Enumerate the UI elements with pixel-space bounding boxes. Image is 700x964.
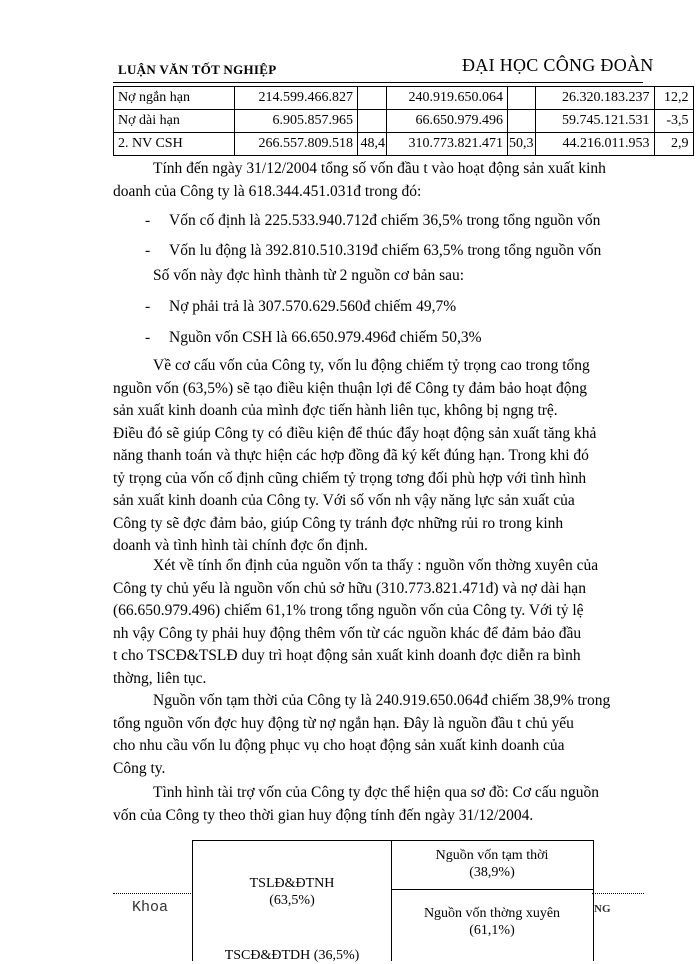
bullet-equity: - Nguồn vốn CSH là 66.650.979.496đ chiếm 50,3% <box>145 329 482 346</box>
header-left: LUẬN VĂN TỐT NGHIỆP <box>118 62 277 77</box>
table-cell: 266.557.809.518 <box>235 133 358 156</box>
bullet-liabilities: - Nợ phải trả là 307.570.629.560đ chiếm 49,7% <box>145 298 457 315</box>
paragraph-financing: Tình hình tài trợ vốn của Công ty đợc thể hiện qua sơ đồ: Cơ cấu nguồn vốn của Công ty theo thời gian huy động tính đến ngày 31/12/2004. <box>113 784 600 824</box>
table-cell <box>508 110 536 133</box>
table-cell: 214.599.466.827 <box>235 87 358 110</box>
footer-right: NG <box>594 903 611 915</box>
bullet-marker-icon: - <box>145 329 151 346</box>
diagram-tsld: TSLĐ&ĐTNH (63,5%) <box>249 876 335 908</box>
bullet-marker-icon: - <box>145 242 151 259</box>
header-rule <box>113 82 643 83</box>
table-cell: 240.919.650.064 <box>387 87 508 110</box>
table-cell: Nợ dài hạn <box>114 110 235 133</box>
table-row <box>114 87 694 110</box>
bullet-continuation: Số vốn này đợc hình thành từ 2 nguồn cơ bản sau: <box>153 267 465 284</box>
table-cell: 12,2 <box>654 87 693 110</box>
table-cell: -3,5 <box>654 110 693 133</box>
table-row <box>114 110 694 133</box>
footer-rule <box>113 893 193 894</box>
header-right: ĐẠI HỌC CÔNG ĐOÀN <box>462 55 654 75</box>
table-cell: 6.905.857.965 <box>235 110 358 133</box>
diagram-tscd: TSCĐ&ĐTDH (36,5%) <box>224 948 360 963</box>
table-cell: 44.216.011.953 <box>535 133 654 156</box>
bullet-marker-icon: - <box>145 212 151 229</box>
table-cell <box>358 87 387 110</box>
capital-structure-diagram <box>192 840 594 961</box>
table-cell: 66.650.979.496 <box>387 110 508 133</box>
table-cell: 59.745.121.531 <box>535 110 654 133</box>
capital-table <box>113 86 694 156</box>
table-cell: 50,3 <box>508 133 536 156</box>
paragraph-stability: Xét về tính ổn định của nguồn vốn ta thấy : nguồn vốn thờng xuyên của Công ty chủ yếu là nguồn vốn chủ sở hữu (310.773.821.471đ) và nợ dài hạn (66.650.979.496) chiếm 61,1% trong tổng nguồn vốn của Công ty. Với tỷ lệ nh vậy Công ty phải huy động thêm vốn từ các nguồn khác để đảm bảo đầu t cho TSCĐ&TSLĐ duy trì hoạt động sản xuất kinh doanh đợc diễn ra bình thờng, liên tục. <box>113 557 599 687</box>
paragraph-temporary: Nguồn vốn tạm thời của Công ty là 240.919.650.064đ chiếm 38,9% trong tổng nguồn vốn đợc huy động từ nợ ngắn hạn. Đây là nguồn đầu t chủ yếu cho nhu cầu vốn lu động phục vụ cho hoạt động sản xuất kinh doanh của Công ty. <box>113 692 611 777</box>
bullet-fixed-capital: - Vốn cố định là 225.533.940.712đ chiếm 36,5% trong tổng nguồn vốn <box>145 212 601 229</box>
table-cell: Nợ ngắn hạn <box>114 87 235 110</box>
table-cell <box>508 87 536 110</box>
table-cell: 310.773.821.471 <box>387 133 508 156</box>
bullet-marker-icon: - <box>145 298 151 315</box>
bullet-working-capital: - Vốn lu động là 392.810.510.319đ chiếm 63,5% trong tổng nguồn vốn <box>145 242 602 259</box>
table-cell: 48,4 <box>358 133 387 156</box>
footer-rule <box>592 893 644 894</box>
table-cell: 26.320.183.237 <box>535 87 654 110</box>
paragraph-structure: Về cơ cấu vốn của Công ty, vốn lu động chiếm tỷ trọng cao trong tổng nguồn vốn (63,5%) sẽ tạo điều kiện thuận lợi để Công ty đảm bảo hoạt động sản xuất kinh doanh của mình đợc tiến hành liên tục, không bị ngng trệ. Điều đó sẽ giúp Công ty có điều kiện để thúc đẩy hoạt động sản xuất tăng khả năng thanh toán và thực hiện các hợp đồng đã ký kết đúng hạn. Trong khi đó tỷ trọng của vốn cố định cũng chiếm tỷ trọng tơng đối phù hợp với tình hình sản xuất kinh doanh của Công ty. Với số vốn nh vậy năng lực sản xuất của Công ty sẽ đợc đảm bảo, giúp Công ty tránh đợc những rủi ro trong kinh doanh và tình hình tài chính đợc ổn định. <box>113 357 597 554</box>
table-cell: 2. NV CSH <box>114 133 235 156</box>
paragraph-intro: Tính đến ngày 31/12/2004 tổng số vốn đầu t vào hoạt động sản xuất kinh doanh của Công ty là 618.344.451.031đ trong đó: <box>113 160 606 200</box>
table-cell <box>358 110 387 133</box>
diagram-divider <box>391 889 593 890</box>
diagram-permanent-capital: Nguồn vốn thờng xuyên (61,1%) <box>423 906 561 938</box>
diagram-temporary-capital: Nguồn vốn tạm thời (38,9%) <box>435 848 549 880</box>
footer-left: Khoa <box>132 899 169 916</box>
table-cell: 2,9 <box>654 133 693 156</box>
table-row <box>114 133 694 156</box>
